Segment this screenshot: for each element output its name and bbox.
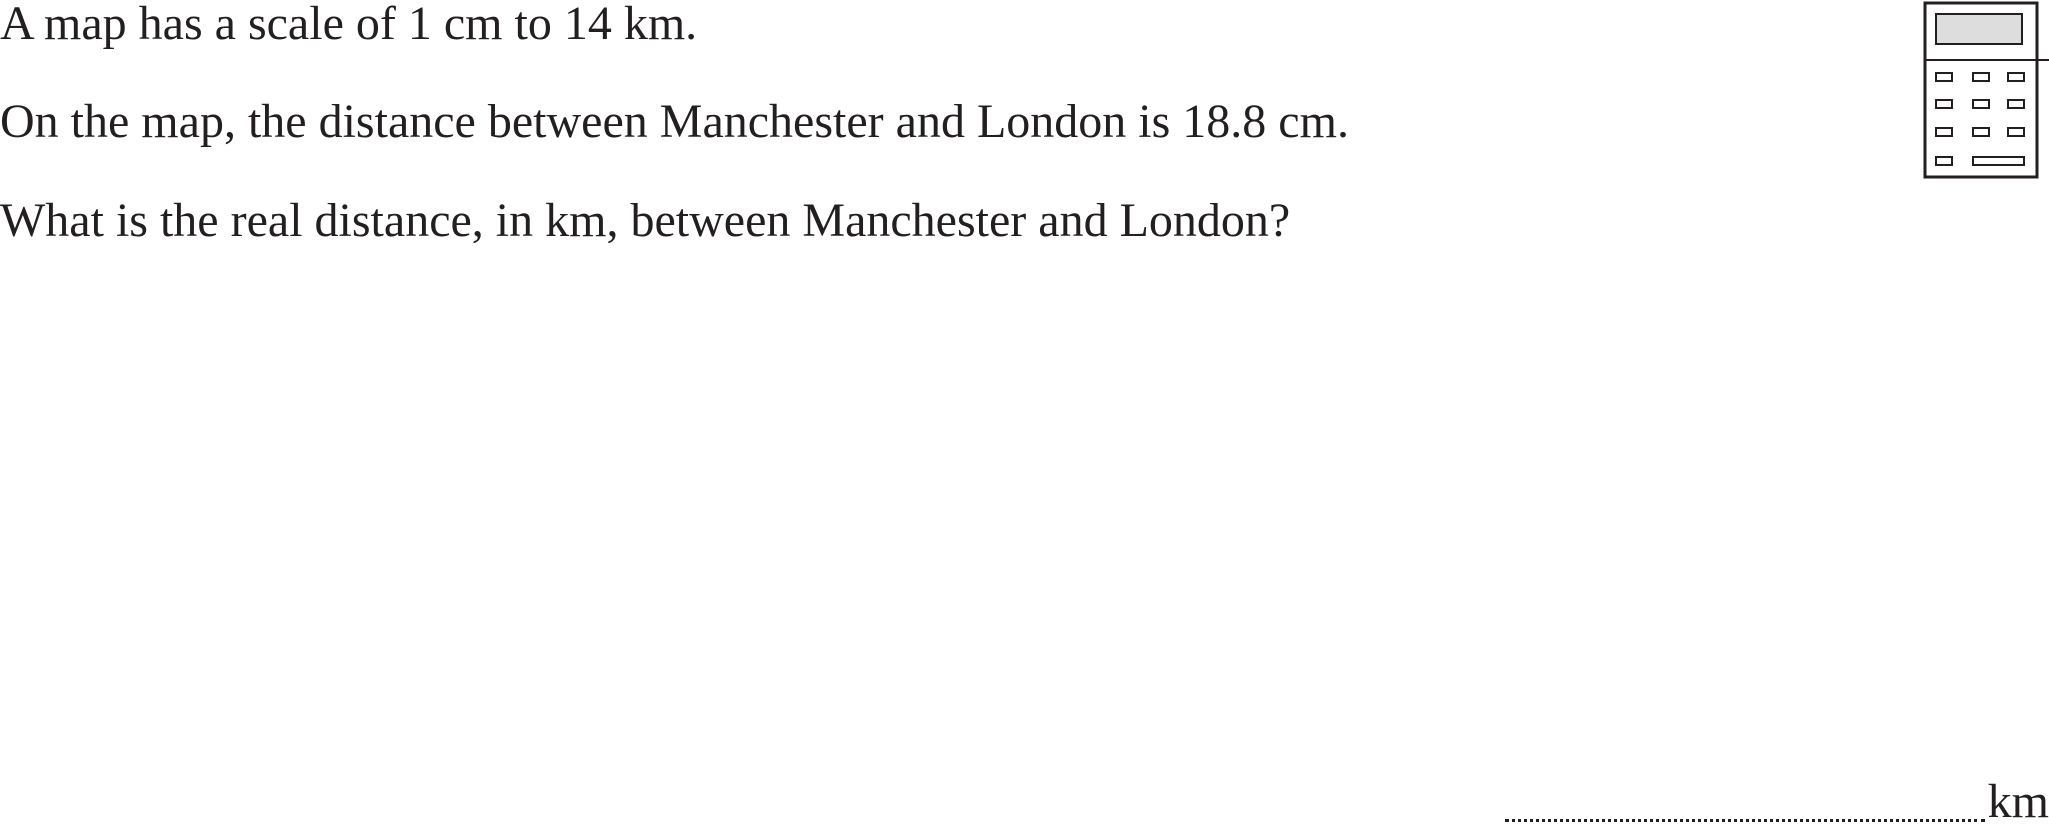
answer-unit-label: km: [1987, 775, 2049, 828]
question-line-prompt: What is the real distance, in km, between Manchester and London?: [0, 194, 1291, 247]
calculator-icon: [1922, 0, 2049, 180]
question-line-scale: A map has a scale of 1 cm to 14 km.: [0, 0, 698, 50]
answer-input-line[interactable]: [1505, 818, 1985, 822]
answer-area: [1505, 775, 2049, 828]
question-line-map-distance: On the map, the distance between Manchester and London is 18.8 cm.: [0, 95, 1349, 148]
